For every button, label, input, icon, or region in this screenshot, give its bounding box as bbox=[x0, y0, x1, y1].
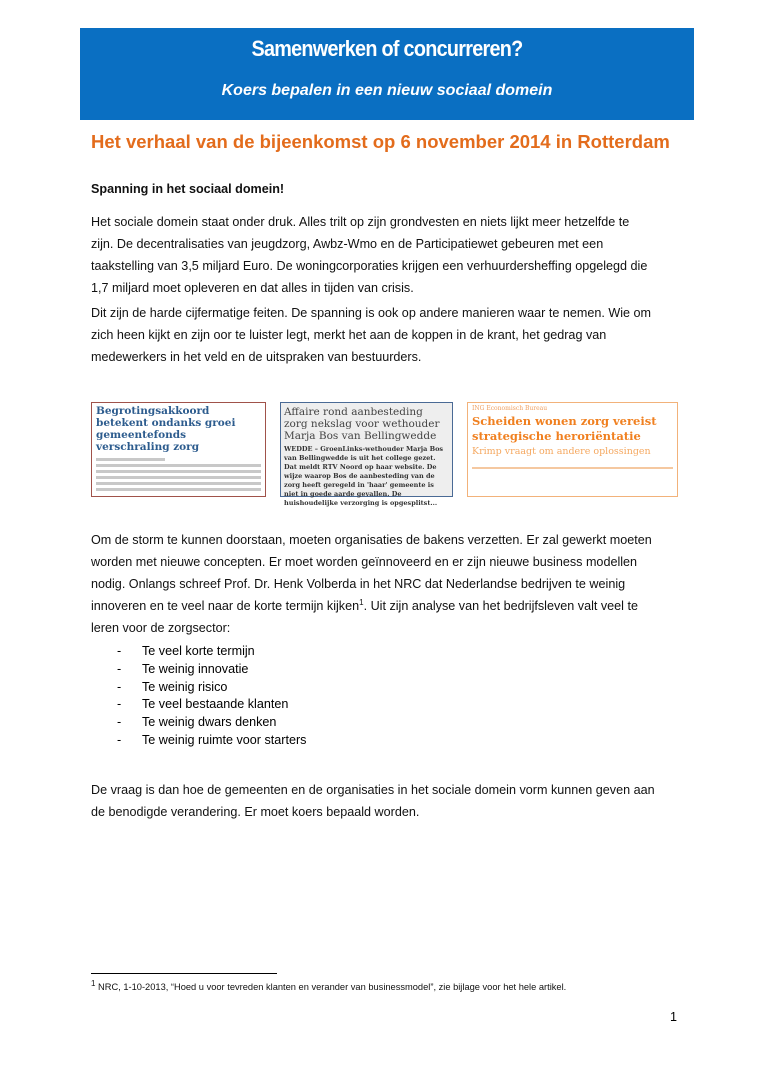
banner-title: Samenwerken of concurreren? bbox=[251, 36, 523, 61]
list-item: - Te weinig dwars denken bbox=[117, 715, 277, 730]
list-item: - Te veel bestaande klanten bbox=[117, 697, 289, 712]
bullet-list bbox=[91, 643, 306, 750]
list-item: - Te veel korte termijn bbox=[117, 644, 255, 658]
newspaper-clipping-2: Affaire rond aanbesteding zorg nekslag voor wethouder Marja Bos van Bellingwedde WEDDE – GroenLinks-wethouder Marja Bos van Bellingwedde is uit het college gezet. Dat meldt RTV Noord op haar website. De wijze waarop Bos de aanbesteding van de zorg heeft geregeld in 'haar' gemeente is niet in goede aarde gevallen. De huishoudelijke verzorging is opgesplitst... bbox=[280, 402, 453, 497]
footnote: $^1$ NRC, 1-10-2013, “Hoed u voor tevreden klanten en verander van businessmodel”, zie bijlage voor het hele artikel. bbox=[91, 978, 567, 992]
footnote-reference[interactable]: 1 bbox=[359, 597, 364, 607]
newspaper-clipping-3: ING Economisch Bureau Scheiden wonen zorg vereist strategische heroriëntatie Krimp vraagt om andere oplossingen bbox=[467, 402, 678, 497]
paragraph-1: Het sociale domein staat onder druk. Alles trilt op zijn grondvesten en niets lijkt meer hetzelfde te zijn. De decentralisaties van jeugdzorg, Awbz-Wmo en de Participatiewet gebeuren met een taakstelling van 3,5 miljard Euro. De woningcorporaties krijgen een verhuurdersheffing opgelegd die 1,7 miljard moet opleveren en dat alles in tijden van crisis. bbox=[91, 215, 648, 295]
page-number: 1 bbox=[670, 1010, 678, 1024]
newspaper-clipping-1: Begrotingsakkoord betekent ondanks groei gemeentefonds verschraling zorg bbox=[91, 402, 266, 497]
paragraph-4: De vraag is dan hoe de gemeenten en de organisaties in het sociale domein vorm kunnen geven aan de benodigde verandering. Er moet koers bepaald worden. bbox=[91, 783, 655, 819]
list-item: - Te weinig risico bbox=[117, 679, 228, 694]
footnote-divider bbox=[91, 973, 277, 974]
banner-subtitle: Koers bepalen in een nieuw sociaal domein bbox=[221, 82, 553, 99]
list-item: - Te weinig innovatie bbox=[117, 661, 249, 676]
list-item: - Te weinig ruimte voor starters bbox=[117, 732, 307, 747]
title-banner bbox=[80, 28, 694, 120]
page-heading: Het verhaal van de bijeenkomst op 6 november 2014 in Rotterdam bbox=[91, 131, 670, 152]
paragraph-3: Om de storm te kunnen doorstaan, moeten organisaties de bakens verzetten. Er zal gewerkt moeten worden met nieuwe concepten. Er moet worden geïnnoveerd en er zijn nieuwe business modellen nodig. Onlangs schreef Prof. Dr. Henk Volberda in het NRC dat Nederlandse bedrijven te weinig innoveren en te veel naar de korte termijn kijken$^1$. Uit zijn analyse van het bedrijfsleven valt veel te leren voor de zorgsector: bbox=[91, 533, 652, 635]
paragraph-2: Dit zijn de harde cijfermatige feiten. De spanning is ook op andere manieren waar te nemen. Wie om zich heen kijkt en zijn oor te luister legt, merkt het aan de koppen in de krant, het gedrag van medewerkers in het veld en de uitspraken van bestuurders. bbox=[91, 306, 652, 364]
section-title: Spanning in het sociaal domein! bbox=[91, 182, 285, 196]
